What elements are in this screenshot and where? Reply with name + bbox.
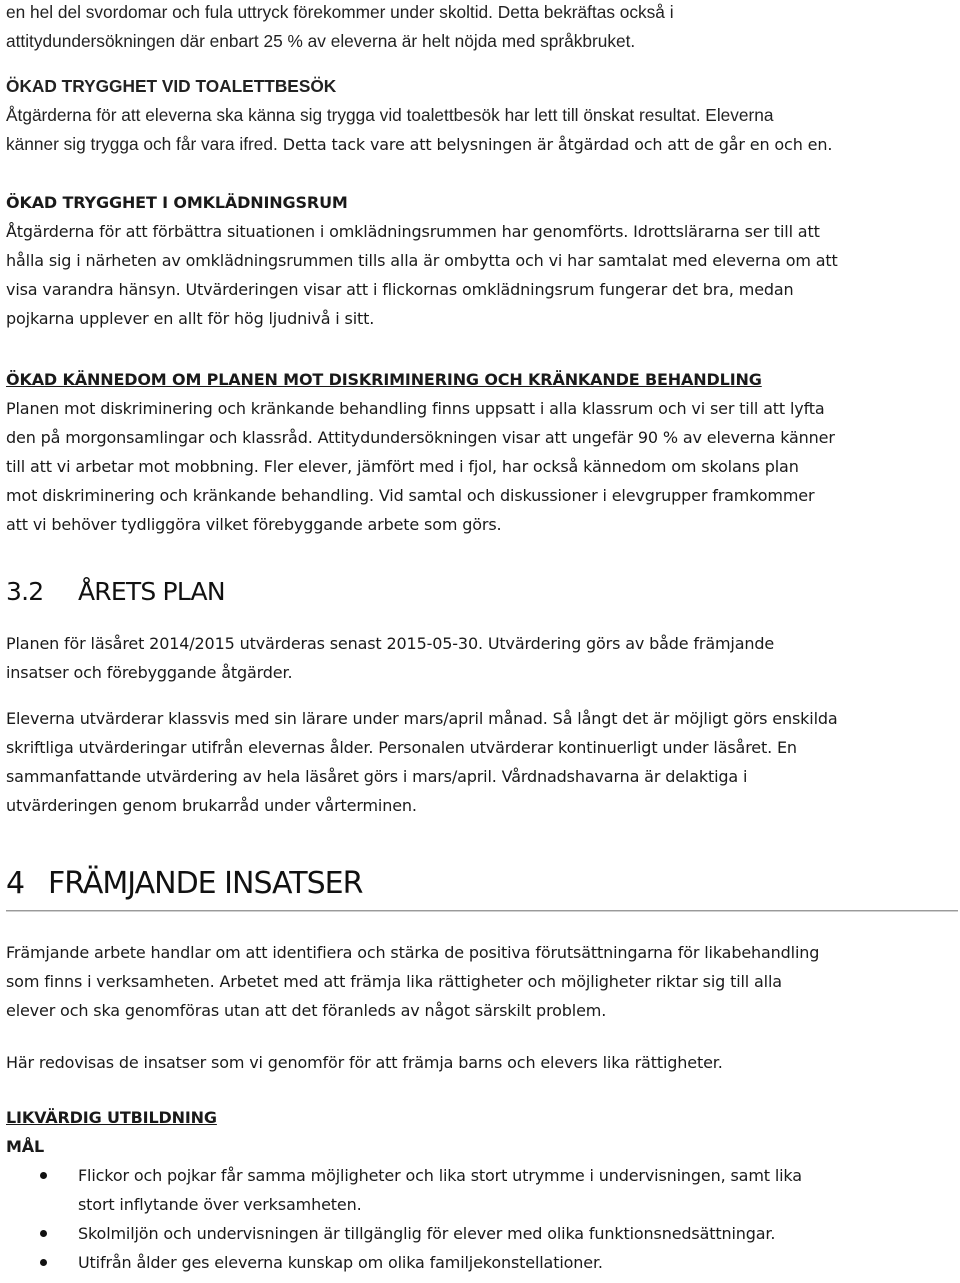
section-kannedom [6, 365, 954, 539]
heading-4-number: 4 [6, 866, 25, 901]
toalett-line-2 [6, 130, 954, 159]
goal-1-line-2: stort inflytande över verksamheten. [78, 1195, 362, 1214]
heading-4-title: FRÄMJANDE INSATSER [48, 866, 363, 901]
heading-4 [6, 862, 954, 906]
kannedom-line-3: till att vi arbetar mot mobbning. Fler elever, jämfört med i fjol, har också kännedom om skolans plan [6, 457, 799, 476]
heading-kannedom: ÖKAD KÄNNEDOM OM PLANEN MOT DISKRIMINERING OCH KRÄNKANDE BEHANDLING [6, 370, 762, 389]
s32-p2-line-4: utvärderingen genom brukarråd under vårterminen. [6, 796, 417, 815]
bullet-icon [40, 1259, 47, 1266]
omklad-line-2: hålla sig i närheten av omklädningsrummen tills alla är ombytta och vi har samtalat med eleverna om att [6, 251, 838, 270]
section-3-2-paragraph-2 [6, 704, 954, 820]
heading-3-2-title: ÅRETS PLAN [78, 577, 225, 606]
intro-line-2: attitydundersökningen där enbart 25 % av eleverna är helt nöjda med språkbruket. [6, 31, 636, 51]
kannedom-line-1: Planen mot diskriminering och kränkande behandling finns uppsatt i alla klassrum och vi ser till att lyfta [6, 399, 825, 418]
omklad-line-3: visa varandra hänsyn. Utvärderingen visar att i flickornas omklädningsrum fungerar det bra, medan [6, 280, 794, 299]
s32-p2-line-1: Eleverna utvärderar klassvis med sin lärare under mars/april månad. Så långt det är möjligt görs enskilda [6, 709, 838, 728]
s32-p2-line-2: skriftliga utvärderingar utifrån elevernas ålder. Personalen utvärderar kontinuerligt under läsåret. En [6, 738, 797, 757]
section-4-paragraph-1 [6, 938, 954, 1025]
list-item [6, 1248, 954, 1277]
s32-p1-line-1: Planen för läsåret 2014/2015 utvärderas senast 2015-05-30. Utvärdering görs av både främjande [6, 634, 775, 653]
heading-omkladningsrum: ÖKAD TRYGGHET I OMKLÄDNINGSRUM [6, 193, 348, 212]
s4-p1-line-3: elever och ska genomföras utan att det föranleds av något särskilt problem. [6, 1001, 607, 1020]
list-item [6, 1161, 954, 1219]
goal-1-line-1: Flickor och pojkar får samma möjligheter och lika stort utrymme i undervisningen, samt lika [78, 1166, 802, 1185]
section-omkladningsrum [6, 188, 954, 333]
goal-2-line-1: Skolmiljön och undervisningen är tillgänglig för elever med olika funktionsnedsättningar. [78, 1224, 776, 1243]
s4-p1-line-1: Främjande arbete handlar om att identifiera och stärka de positiva förutsättningarna för likabehandling [6, 943, 820, 962]
s4-p1-line-2: som finns i verksamheten. Arbetet med att främja lika rättigheter och möjligheter riktar sig till alla [6, 972, 782, 991]
s4-p2-line-1: Här redovisas de insatser som vi genomför för att främja barns och elevers lika rättigheter. [6, 1053, 723, 1072]
toalett-line-2a: känner sig trygga och får vara ifred. [6, 134, 278, 154]
omklad-line-4: pojkarna upplever en allt för hög ljudnivå i sitt. [6, 309, 375, 328]
toalett-line-2b: Detta tack vare att belysningen är åtgärdad och att de går en och en. [277, 135, 833, 154]
heading-toalett: ÖKAD TRYGGHET VID TOALETTBESÖK [6, 76, 337, 96]
section-likvardig [6, 1103, 954, 1277]
heading-mal: MÅL [6, 1137, 45, 1156]
goals-list [6, 1161, 954, 1277]
s32-p1-line-2: insatser och förebyggande åtgärder. [6, 663, 293, 682]
kannedom-line-2: den på morgonsamlingar och klassråd. Attitydundersökningen visar att ungefär 90 % av eleverna känner [6, 428, 835, 447]
bullet-icon [40, 1172, 47, 1179]
heading-3-2-number: 3.2 [6, 577, 44, 606]
kannedom-line-4: mot diskriminering och kränkande behandling. Vid samtal och diskussioner i elevgrupper framkommer [6, 486, 815, 505]
bullet-icon [40, 1230, 47, 1237]
section-3-2-paragraph-1 [6, 629, 954, 687]
intro-paragraph [6, 0, 954, 56]
section-toalett [6, 72, 954, 159]
heading-4-rule [6, 910, 958, 911]
list-item [6, 1219, 954, 1248]
omklad-line-1: Åtgärderna för att förbättra situationen i omklädningsrummen har genomförts. Idrottslärarna ser till att [6, 222, 820, 241]
heading-3-2 [6, 574, 954, 610]
goal-3-line-1: Utifrån ålder ges eleverna kunskap om olika familjekonstellationer. [78, 1253, 603, 1272]
section-4-paragraph-2 [6, 1048, 954, 1077]
toalett-line-1: Åtgärderna för att eleverna ska känna sig trygga vid toalettbesök har lett till önskat resultat. Eleverna [6, 105, 774, 125]
intro-line-1: en hel del svordomar och fula uttryck förekommer under skoltid. Detta bekräftas också i [6, 2, 674, 22]
s32-p2-line-3: sammanfattande utvärdering av hela läsåret görs i mars/april. Vårdnadshavarna är delaktiga i [6, 767, 748, 786]
kannedom-line-5: att vi behöver tydliggöra vilket förebyggande arbete som görs. [6, 515, 502, 534]
heading-likvardig: LIKVÄRDIG UTBILDNING [6, 1108, 217, 1127]
